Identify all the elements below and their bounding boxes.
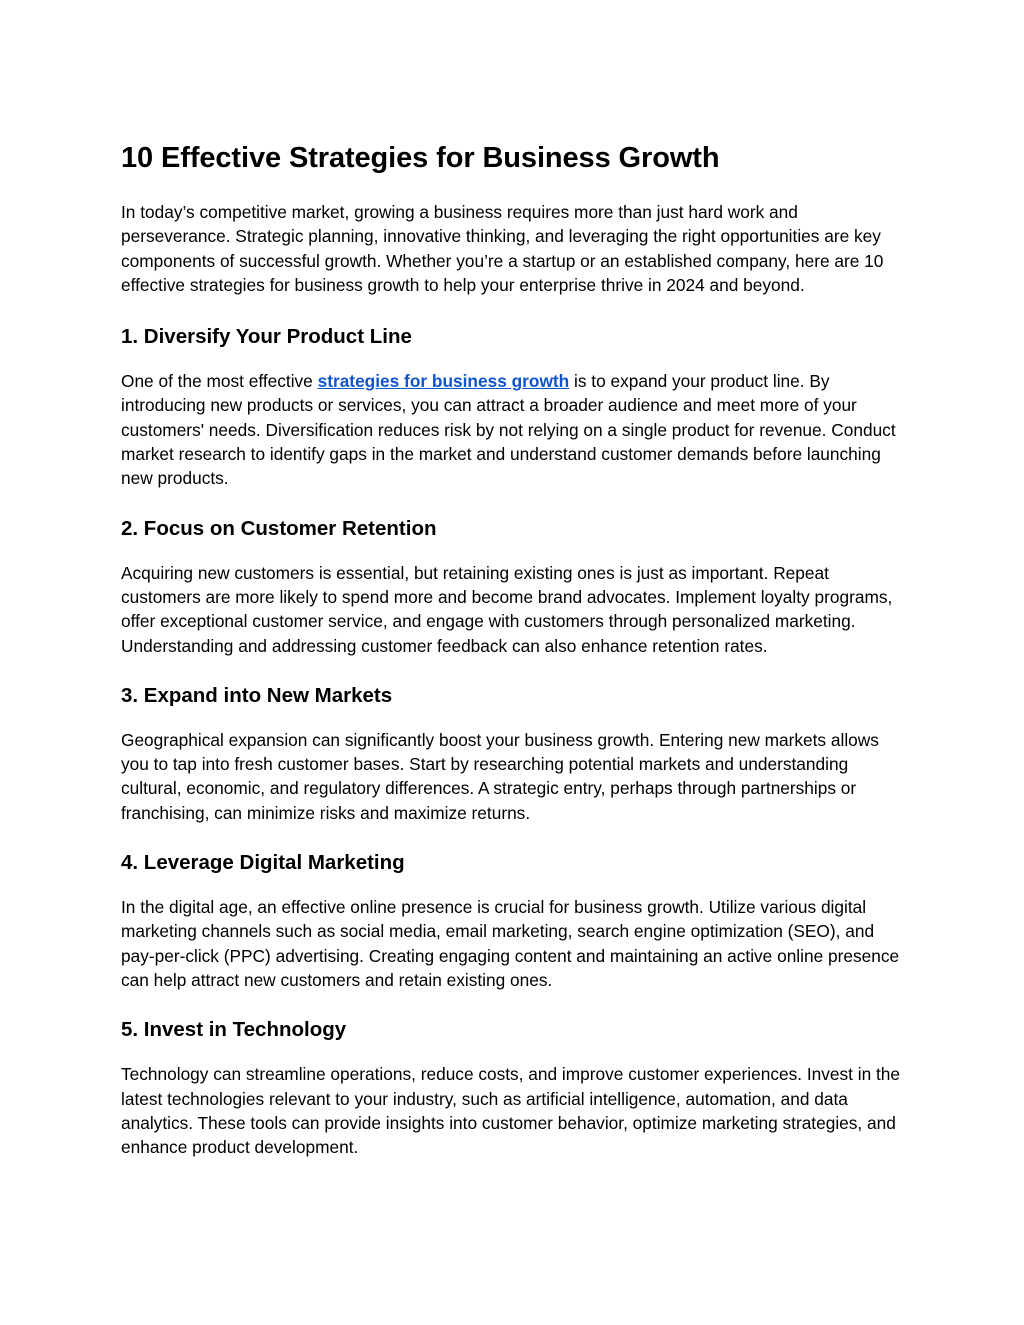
section-body: In the digital age, an effective online presence is crucial for business growth. Utilize various digital marketing channels such as social media, email marketing, search engine optimization (SEO), and pay-per-click (PPC) advertising. Creating engaging content and maintaining an active online presence can help attract new customers and retain existing ones.	[121, 897, 900, 990]
strategies-link[interactable]: strategies for business growth	[317, 371, 570, 392]
section-body: Geographical expansion can significantly boost your business growth. Entering new markets allows you to tap into fresh customer bases. Start by researching potential markets and understanding cultural, economic, and regulatory differences. A strategic entry, perhaps through partnerships or franchising, can minimize risks and maximize returns.	[121, 729, 879, 823]
body-text-before-link: One of the most effective	[121, 371, 318, 392]
section-customer-retention	[121, 515, 911, 658]
section-heading: 3. Expand into New Markets	[121, 683, 393, 707]
section-new-markets	[121, 682, 911, 825]
section-body	[121, 369, 911, 490]
page-title: 10 Effective Strategies for Business Growth	[121, 142, 720, 174]
section-heading: 4. Leverage Digital Marketing	[121, 851, 405, 875]
section-invest-technology	[121, 1016, 911, 1159]
section-diversify-product-line	[121, 323, 911, 490]
section-heading: 2. Focus on Customer Retention	[121, 516, 437, 540]
section-digital-marketing	[121, 849, 911, 992]
document-page	[121, 140, 911, 1183]
body-text-after-link: is to expand your product line. By introducing new products or services, you can attract a broader audience and meet more of your customers' needs. Diversification reduces risk by not relying on a single product for revenue. Conduct market research to identify gaps in the market and understand customer demands before launching new products.	[121, 371, 896, 489]
section-heading: 1. Diversify Your Product Line	[121, 325, 412, 349]
section-body: Technology can streamline operations, reduce costs, and improve customer experiences. Invest in the latest technologies relevant to your industry, such as artificial intelligence, automation, and data analytics. These tools can provide insights into customer behavior, optimize marketing strategies, and enhance product development.	[121, 1064, 901, 1158]
intro-paragraph: In today’s competitive market, growing a business requires more than just hard work and perseverance. Strategic planning, innovative thinking, and leveraging the right opportunities are key components of successful growth. Whether you’re a startup or an established company, here are 10 effective strategies for business growth to help your enterprise thrive in 2024 and beyond.	[121, 202, 884, 295]
section-body: Acquiring new customers is essential, but retaining existing ones is just as important. Repeat customers are more likely to spend more and become brand advocates. Implement loyalty programs, offer exceptional customer service, and engage with customers through personalized marketing. Understanding and addressing customer feedback can also enhance retention rates.	[121, 562, 893, 656]
section-heading: 5. Invest in Technology	[121, 1018, 347, 1042]
